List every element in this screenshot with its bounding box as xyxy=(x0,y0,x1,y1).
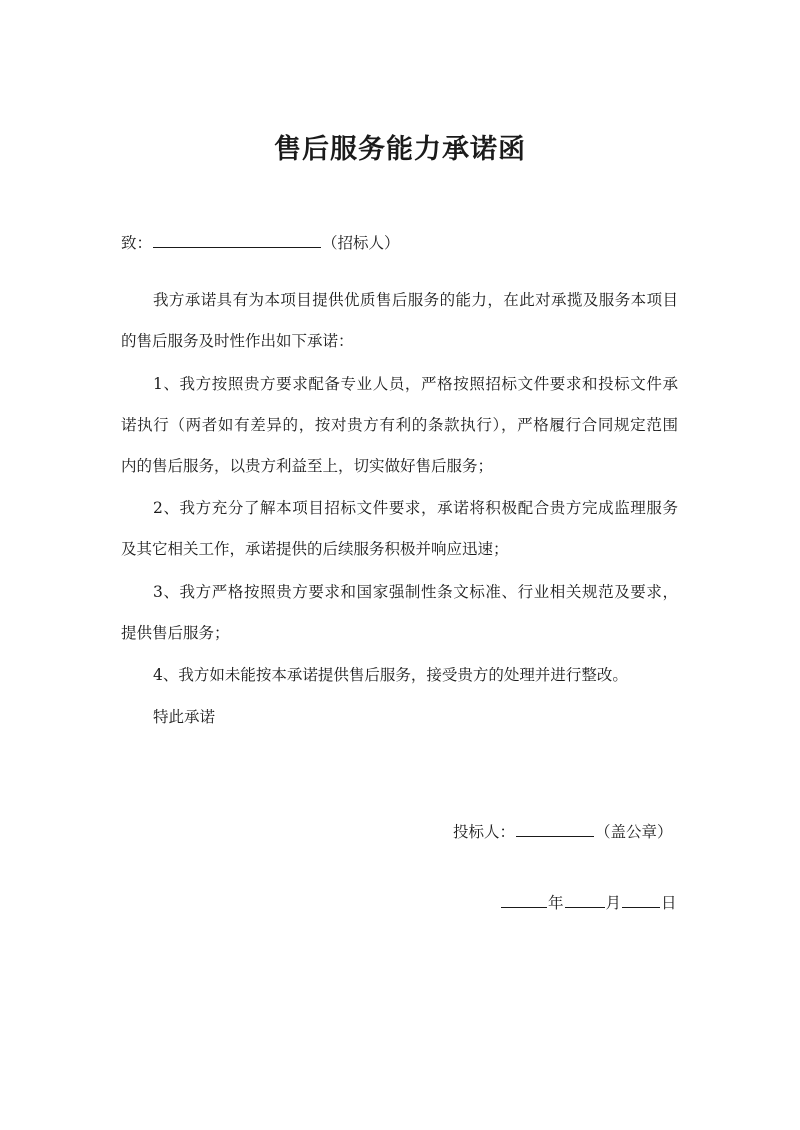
addressee-suffix: （招标人） xyxy=(322,234,400,252)
closing-statement: 特此承诺 xyxy=(153,708,216,726)
bidder-label: 投标人： xyxy=(453,823,516,841)
bidder-signature-line xyxy=(453,821,673,843)
month-label: 月 xyxy=(605,894,622,912)
paragraph-intro-line-2: 的售后服务及时性作出如下承诺： xyxy=(121,332,354,350)
addressee-prefix: 致： xyxy=(121,234,153,252)
year-blank xyxy=(501,892,547,908)
paragraph-intro-line-1: 我方承诺具有为本项目提供优质售后服务的能力，在此对承揽及服务本项目 xyxy=(153,291,678,309)
seal-note: （盖公章） xyxy=(595,823,673,841)
commitment-item-2-line-2: 及其它相关工作，承诺提供的后续服务积极并响应迅速； xyxy=(121,540,509,558)
commitment-item-1-line-2: 诺执行（两者如有差异的，按对贵方有利的条款执行），严格履行合同规定范围 xyxy=(121,416,678,434)
date-line xyxy=(500,892,677,914)
document-title: 售后服务能力承诺函 xyxy=(274,134,526,165)
addressee-blank xyxy=(153,232,321,248)
day-blank xyxy=(622,892,660,908)
commitment-item-3-line-2: 提供售后服务； xyxy=(121,624,230,642)
year-label: 年 xyxy=(548,894,564,912)
commitment-item-3-line-1: 3、我方严格按照贵方要求和国家强制性条文标准、行业相关规范及要求， xyxy=(153,583,678,601)
month-blank xyxy=(565,892,605,908)
day-label: 日 xyxy=(661,894,677,912)
bidder-blank xyxy=(516,821,594,837)
commitment-item-4-line-1: 4、我方如未能按本承诺提供售后服务，接受贵方的处理并进行整改。 xyxy=(153,666,628,684)
addressee-line xyxy=(121,232,400,254)
commitment-item-2-line-1: 2、我方充分了解本项目招标文件要求，承诺将积极配合贵方完成监理服务 xyxy=(153,499,678,517)
commitment-item-1-line-1: 1、我方按照贵方要求配备专业人员，严格按照招标文件要求和投标文件承 xyxy=(153,375,678,393)
commitment-item-1-line-3: 内的售后服务，以贵方利益至上，切实做好售后服务； xyxy=(121,457,494,475)
